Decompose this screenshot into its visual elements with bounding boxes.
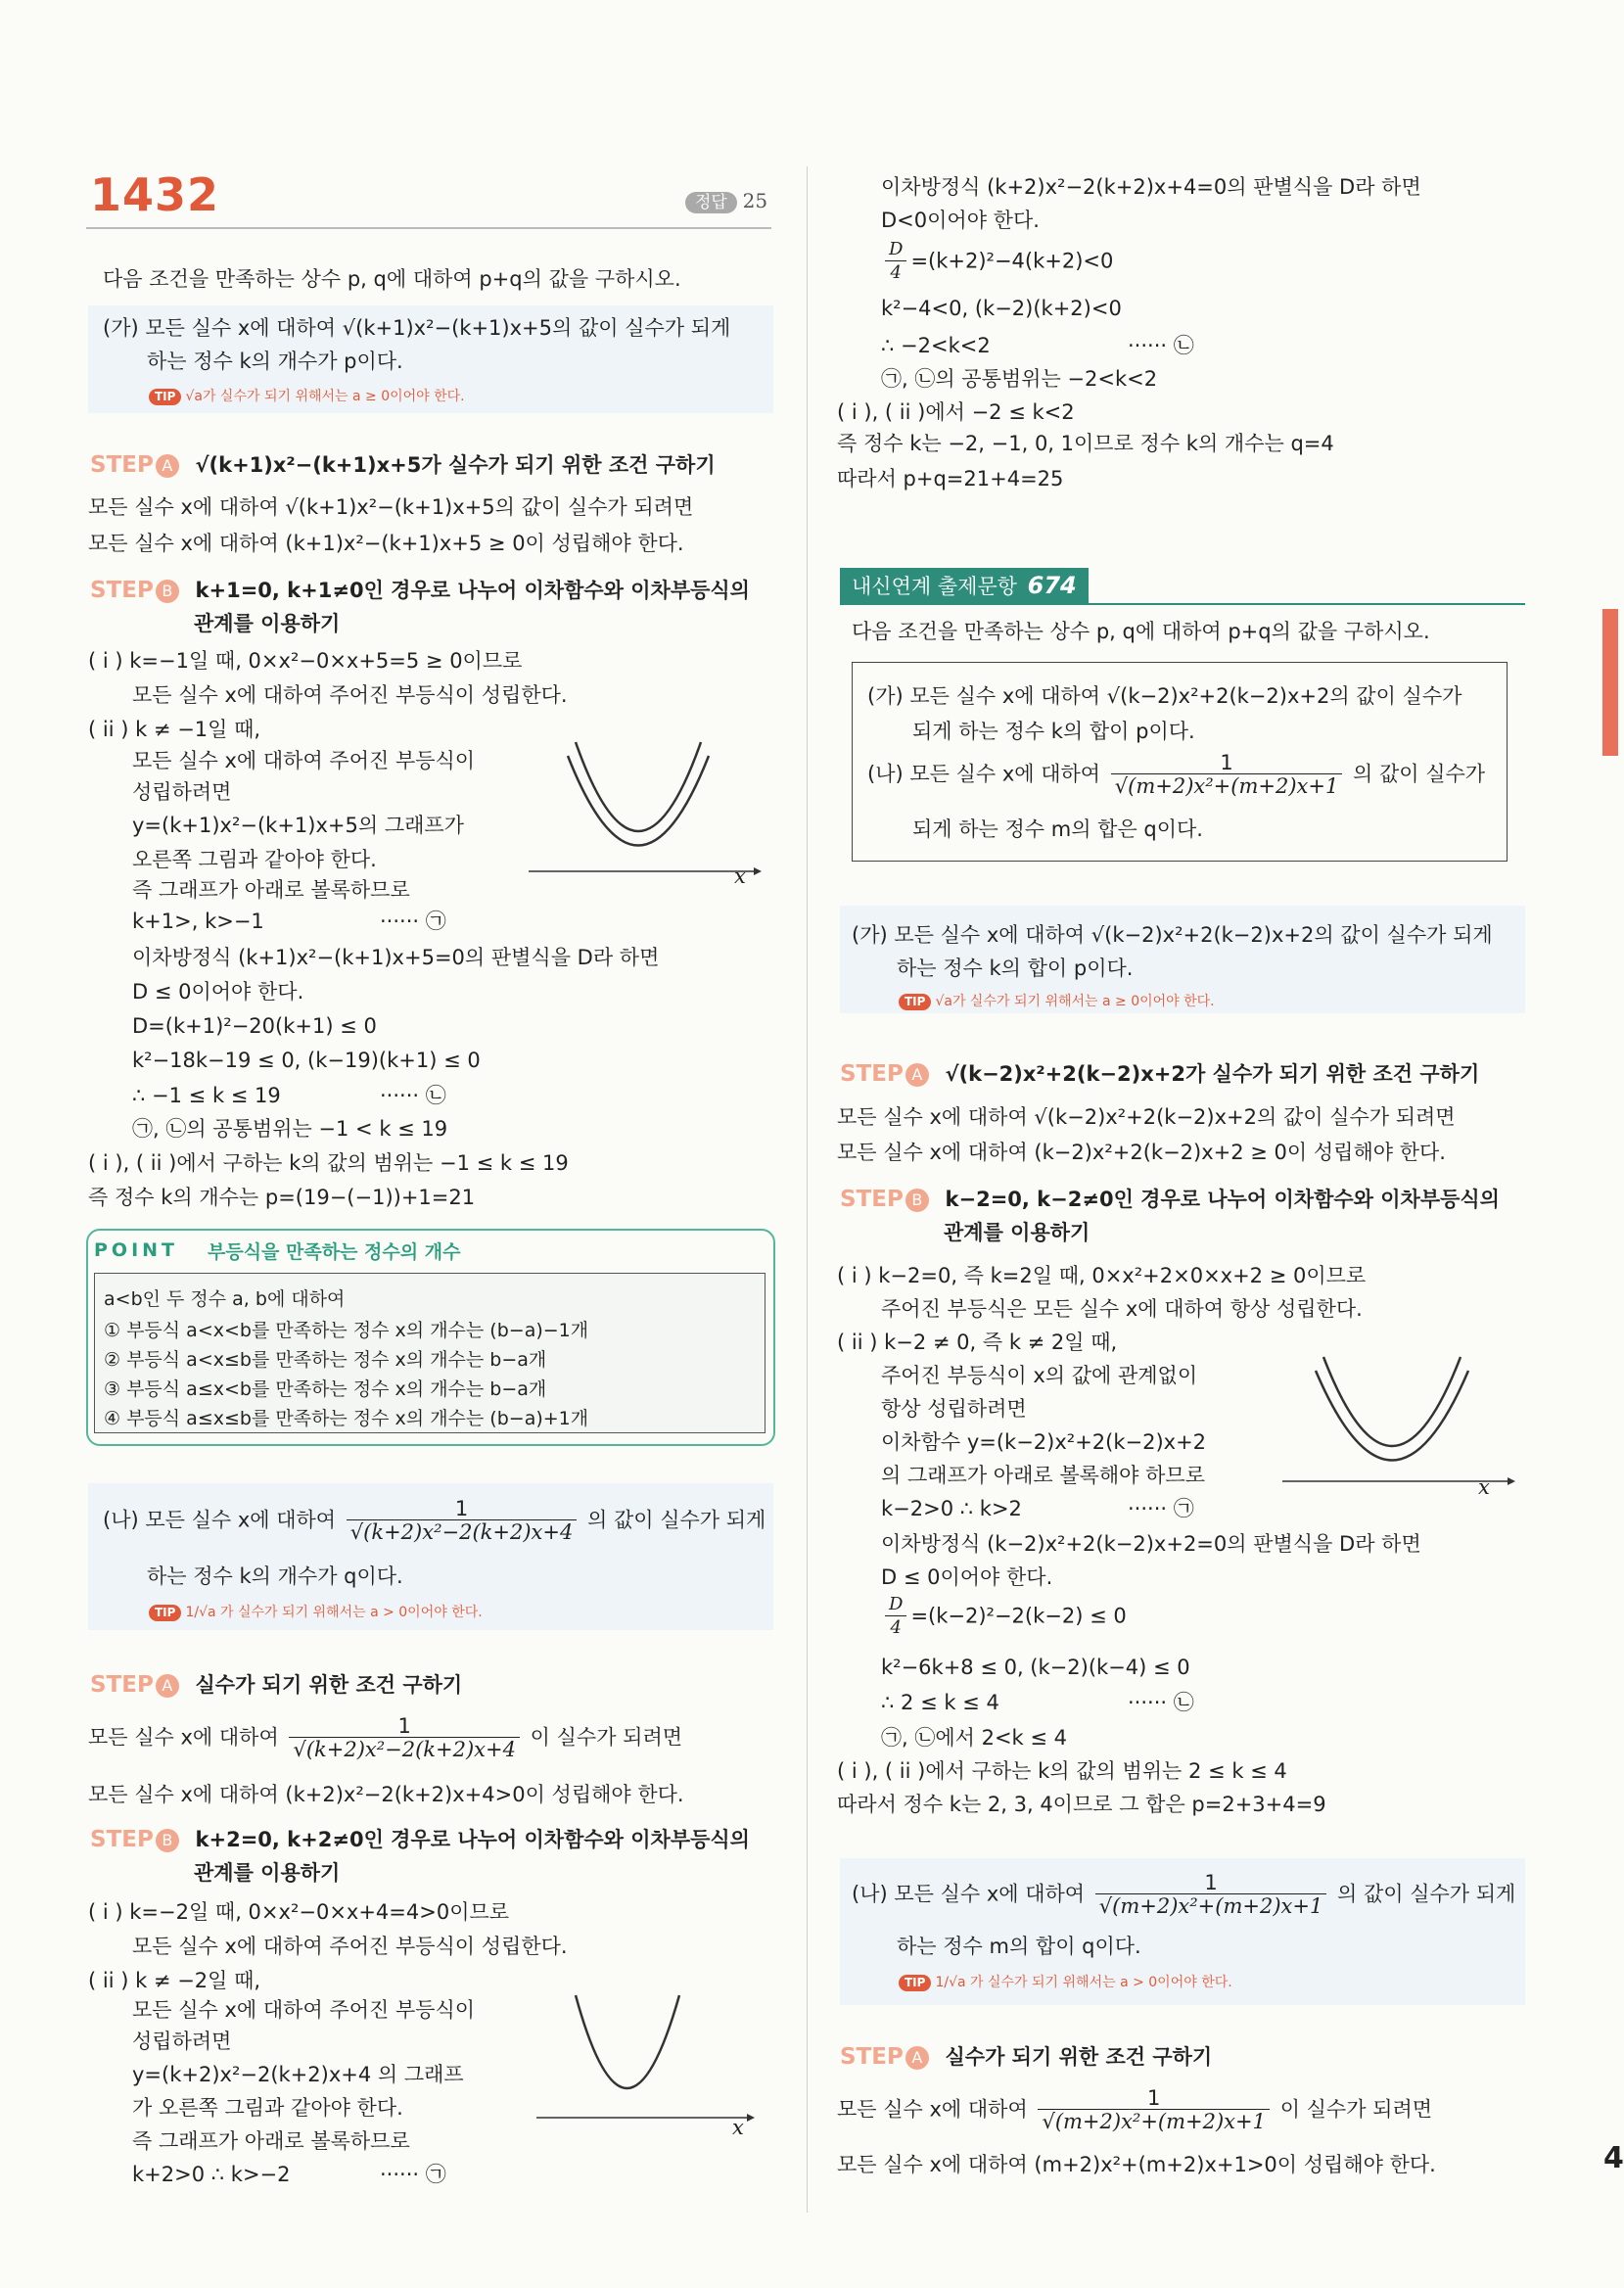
- step-letter: B: [905, 1189, 929, 1212]
- line-post: 이 실수가 되려면: [1279, 2097, 1433, 2122]
- step-mark: STEP: [90, 452, 154, 478]
- na-step-b-line: 성립하려면: [132, 2030, 232, 2053]
- step-b-line: ( i ), ( ii )에서 구하는 k의 값의 범위는 −1 ≤ k ≤ 19: [88, 1151, 569, 1175]
- condition-na-line1: [103, 1498, 766, 1544]
- step-b-line: 성립하려면: [132, 780, 232, 804]
- right-line: 이차방정식 (k+2)x²−2(k+2)x+4=0의 판별식을 D라 하면: [881, 175, 1421, 199]
- step-b-line: ㉠, ㉡의 공통범위는 −1 < k ≤ 19: [132, 1117, 448, 1141]
- r-step-b-line: ( ii ) k−2 ≠ 0, 즉 k ≠ 2일 때,: [837, 1331, 1118, 1354]
- na-step-b-title2: 관계를 이용하기: [194, 1861, 341, 1885]
- condition-line: [852, 1872, 1515, 1918]
- r-step-a-line: 모든 실수 x에 대하여 √(k−2)x²+2(k−2)x+2의 값이 실수가 되려면: [837, 1105, 1456, 1129]
- fraction: [885, 239, 906, 285]
- point-line: ① 부등식 a<x<b를 만족하는 정수 x의 개수는 (b−a)−1개: [104, 1320, 589, 1341]
- step-b-line: 즉 정수 k의 개수는 p=(19−(−1))+1=21: [88, 1186, 476, 1209]
- step-b-heading: [90, 578, 750, 603]
- right-line: 따라서 p+q=21+4=25: [837, 467, 1064, 490]
- equation-mark: ······ ㉡: [1128, 334, 1194, 357]
- na-step-b-line: y=(k+2)x²−2(k+2)x+4 의 그래프: [132, 2063, 464, 2086]
- box-line: [867, 752, 1485, 798]
- na-step-a-title: 실수가 되기 위한 조건 구하기: [195, 1673, 463, 1697]
- step-mark: STEP: [840, 2044, 904, 2070]
- r-step-b-line: ( i ), ( ii )에서 구하는 k의 값의 범위는 2 ≤ k ≤ 4: [837, 1759, 1287, 1783]
- right-line: ∴ −2<k<2: [881, 334, 991, 357]
- fraction-den: √(m+2)x²+(m+2)x+1: [1098, 1894, 1323, 1918]
- tip-ga: [149, 386, 465, 405]
- r-step-a-heading: [840, 1061, 1479, 1087]
- step-mark: STEP: [840, 1187, 904, 1212]
- line-pre: (나) 모든 실수 x에 대하여: [867, 762, 1101, 786]
- step-mark: STEP: [90, 1672, 154, 1698]
- fraction-num: 1: [289, 1715, 520, 1738]
- na-step-b-line: ( i ) k=−2일 때, 0×x²−0×x+4=4>0이므로: [88, 1900, 510, 1924]
- step-b-line: y=(k+1)x²−(k+1)x+5의 그래프가: [132, 814, 464, 837]
- step-letter: B: [156, 1829, 179, 1852]
- na-step-a-line2: 모든 실수 x에 대하여 (k+2)x²−2(k+2)x+4>0이 성립해야 한다.: [88, 1783, 684, 1806]
- step-b-line: ( ii ) k ≠ −1일 때,: [88, 718, 261, 741]
- rn-step-a-line: [837, 2087, 1432, 2133]
- right-line: ( i ), ( ii )에서 −2 ≤ k<2: [837, 400, 1075, 424]
- na-step-b-line: k+2>0 ∴ k>−2: [132, 2163, 291, 2186]
- step-b-line: k+1>, k>−1: [132, 910, 264, 933]
- condition-line: 하는 정수 m의 합이 q이다.: [897, 1935, 1141, 1958]
- step-a-line2: 모든 실수 x에 대하여 (k+1)x²−(k+1)x+5 ≥ 0이 성립해야 한다.: [88, 532, 684, 555]
- fraction: [347, 1498, 578, 1544]
- tab-rule: [840, 603, 1525, 605]
- r-step-b-line: k−2>0 ∴ k>2: [881, 1497, 1022, 1520]
- condition-line: (가) 모든 실수 x에 대하여 √(k−2)x²+2(k−2)x+2의 값이 실수가 되게: [852, 923, 1493, 947]
- fraction-den: √(m+2)x²+(m+2)x+1: [1042, 2110, 1266, 2133]
- page-number: 4: [1603, 2141, 1624, 2175]
- step-letter: B: [156, 580, 179, 603]
- r-step-a-title: √(k−2)x²+2(k−2)x+2가 실수가 되기 위한 조건 구하기: [945, 1062, 1480, 1086]
- tip-text: √a가 실수가 되기 위해서는 a ≥ 0이어야 한다.: [935, 994, 1215, 1009]
- step-b-line: 이차방정식 (k+1)x²−(k+1)x+5=0의 판별식을 D라 하면: [132, 946, 660, 969]
- column-divider: [807, 166, 808, 2213]
- rn-step-a-line: 모든 실수 x에 대하여 (m+2)x²+(m+2)x+1>0이 성립해야 한다.: [837, 2153, 1436, 2176]
- r-step-b-line: 항상 성립하려면: [881, 1397, 1027, 1421]
- r-step-b-line: 의 그래프가 아래로 볼록해야 하므로: [881, 1464, 1205, 1487]
- equation-mark: ······ ㉠: [1128, 1497, 1194, 1520]
- step-b-title2: 관계를 이용하기: [194, 612, 341, 635]
- fraction-den: 4: [890, 1617, 902, 1638]
- related-question: 다음 조건을 만족하는 상수 p, q에 대하여 p+q의 값을 구하시오.: [852, 620, 1430, 643]
- tip-badge: TIP: [899, 1975, 931, 1991]
- na-step-b-line: 모든 실수 x에 대하여 주어진 부등식이 성립한다.: [132, 1935, 568, 1958]
- graph-axis-label: x: [1478, 1475, 1490, 1499]
- step-a-heading: [90, 452, 716, 478]
- step-a-title: √(k+1)x²−(k+1)x+5가 실수가 되기 위한 조건 구하기: [195, 453, 716, 477]
- rn-step-a-title: 실수가 되기 위한 조건 구하기: [945, 2045, 1213, 2069]
- fraction-num: 1: [347, 1498, 578, 1520]
- condition-na-post: 의 값이 실수가 되게: [587, 1508, 766, 1532]
- answer-page: 25: [742, 189, 768, 212]
- point-line: ③ 부등식 a≤x<b를 만족하는 정수 x의 개수는 b−a개: [104, 1378, 547, 1400]
- right-line: [881, 239, 1113, 285]
- rn-step-a-heading: [840, 2044, 1212, 2070]
- fraction-num: 1: [1038, 2087, 1270, 2110]
- condition-na-pre: (나) 모든 실수 x에 대하여: [103, 1508, 337, 1532]
- related-problem-tab[interactable]: [840, 568, 1089, 603]
- fraction-den: √(k+2)x²−2(k+2)x+4: [293, 1738, 516, 1761]
- r-step-b-line: ㉠, ㉡에서 2<k ≤ 4: [881, 1726, 1068, 1750]
- right-line: D<0이어야 한다.: [881, 209, 1040, 232]
- right-eq: =(k+2)²−4(k+2)<0: [910, 249, 1114, 273]
- tip-badge: TIP: [899, 994, 931, 1010]
- r-step-b-line: D ≤ 0이어야 한다.: [881, 1565, 1053, 1589]
- fraction-den: √(m+2)x²+(m+2)x+1: [1114, 774, 1339, 798]
- equation-mark: ······ ㉠: [380, 910, 446, 933]
- step-letter: A: [905, 2046, 929, 2070]
- step-mark: STEP: [90, 1827, 154, 1852]
- equation-mark: ······ ㉠: [380, 2163, 446, 2186]
- step-a-line1: 모든 실수 x에 대하여 √(k+1)x²−(k+1)x+5의 값이 실수가 되려면: [88, 495, 694, 519]
- condition-line: 하는 정수 k의 합이 p이다.: [897, 957, 1134, 980]
- r-step-b-title: k−2=0, k−2≠0인 경우로 나누어 이차함수와 이차부등식의: [945, 1188, 1500, 1211]
- na-step-b-heading: [90, 1827, 750, 1852]
- answer-ref[interactable]: [685, 188, 767, 212]
- fraction-den: √(k+2)x²−2(k+2)x+4: [349, 1520, 574, 1544]
- line-pre: 모든 실수 x에 대하여: [88, 1725, 279, 1750]
- na-step-b-line: 모든 실수 x에 대하여 주어진 부등식이: [132, 1998, 476, 2022]
- line-post: 이 실수가 되려면: [530, 1725, 683, 1750]
- r-step-b-line: ∴ 2 ≤ k ≤ 4: [881, 1691, 999, 1714]
- tip-text: √a가 실수가 되기 위해서는 a ≥ 0이어야 한다.: [185, 389, 465, 404]
- step-b-title: k+1=0, k+1≠0인 경우로 나누어 이차함수와 이차부등식의: [195, 579, 750, 602]
- line-post: 의 값이 실수가 되게: [1337, 1882, 1516, 1906]
- r-step-b-heading: [840, 1187, 1500, 1212]
- question-text: 다음 조건을 만족하는 상수 p, q에 대하여 p+q의 값을 구하시오.: [103, 267, 681, 291]
- problem-number: 1432: [90, 168, 220, 221]
- right-line: 즉 정수 k는 −2, −1, 0, 1이므로 정수 k의 개수는 q=4: [837, 432, 1334, 455]
- box-line: 되게 하는 정수 k의 합이 p이다.: [912, 720, 1195, 743]
- tab-number: 674: [1027, 572, 1077, 599]
- line-pre: 모든 실수 x에 대하여: [837, 2097, 1028, 2122]
- equation-mark: ······ ㉡: [1128, 1691, 1194, 1714]
- r-step-b-line: 따라서 정수 k는 2, 3, 4이므로 그 합은 p=2+3+4=9: [837, 1793, 1326, 1816]
- na-step-a-heading: [90, 1672, 462, 1698]
- r-step-a-line: 모든 실수 x에 대하여 (k−2)x²+2(k−2)x+2 ≥ 0이 성립해야 한다.: [837, 1141, 1446, 1164]
- condition-ga-line1: (가) 모든 실수 x에 대하여 √(k+1)x²−(k+1)x+5의 값이 실수가 되게: [103, 316, 731, 340]
- r-step-b-line: 주어진 부등식이 x의 값에 관계없이: [881, 1364, 1198, 1387]
- tip-badge: TIP: [149, 1605, 181, 1621]
- right-eq: =(k−2)²−2(k−2) ≤ 0: [910, 1604, 1127, 1628]
- fraction: [885, 1594, 906, 1640]
- point-line: ② 부등식 a<x≤b를 만족하는 정수 x의 개수는 b−a개: [104, 1349, 547, 1371]
- na-step-b-title: k+2=0, k+2≠0인 경우로 나누어 이차함수와 이차부등식의: [195, 1828, 750, 1851]
- step-b-line: D=(k+1)²−20(k+1) ≤ 0: [132, 1014, 377, 1038]
- r-step-b-title2: 관계를 이용하기: [944, 1221, 1090, 1244]
- graph-axis-label: x: [732, 2116, 744, 2139]
- fraction-num: D: [885, 239, 906, 261]
- tip-na: [899, 1972, 1232, 1991]
- box-line: (가) 모든 실수 x에 대하여 √(k−2)x²+2(k−2)x+2의 값이 실수가: [867, 684, 1462, 708]
- fraction-num: 1: [1095, 1872, 1327, 1894]
- right-line: k²−4<0, (k−2)(k+2)<0: [881, 297, 1122, 320]
- tab-label: 내신연계 출제문항: [852, 575, 1017, 598]
- r-step-b-line: 주어진 부등식은 모든 실수 x에 대하여 항상 성립한다.: [881, 1297, 1363, 1321]
- fraction-den: 4: [890, 262, 902, 283]
- parabola-graph: [536, 1985, 762, 2132]
- point-title: POINT: [94, 1239, 179, 1261]
- tip-ga: [899, 991, 1215, 1010]
- r-step-b-line: [881, 1594, 1127, 1640]
- na-step-a-line1: [88, 1715, 682, 1761]
- step-b-line: D ≤ 0이어야 한다.: [132, 980, 304, 1004]
- fraction: [1095, 1872, 1327, 1918]
- tip-text: 1/√a 가 실수가 되기 위해서는 a > 0이어야 한다.: [185, 1605, 483, 1620]
- r-step-b-line: 이차함수 y=(k−2)x²+2(k−2)x+2: [881, 1430, 1207, 1454]
- fraction-num: D: [885, 1594, 906, 1616]
- line-pre: (나) 모든 실수 x에 대하여: [852, 1882, 1086, 1906]
- box-line: 되게 하는 정수 m의 합은 q이다.: [912, 817, 1203, 841]
- tip-badge: TIP: [149, 389, 181, 405]
- condition-ga-line2: 하는 정수 k의 개수가 p이다.: [147, 350, 403, 373]
- step-b-line: 모든 실수 x에 대하여 주어진 부등식이 성립한다.: [132, 683, 568, 707]
- step-letter: A: [905, 1063, 929, 1087]
- chapter-side-tab[interactable]: [1602, 609, 1618, 756]
- step-b-line: 즉 그래프가 아래로 볼록하므로: [132, 878, 410, 902]
- condition-na-line2: 하는 정수 k의 개수가 q이다.: [147, 1564, 403, 1588]
- tip-text: 1/√a 가 실수가 되기 위해서는 a > 0이어야 한다.: [935, 1975, 1232, 1990]
- step-b-line: k²−18k−19 ≤ 0, (k−19)(k+1) ≤ 0: [132, 1049, 481, 1072]
- point-subtitle: 부등식을 만족하는 정수의 개수: [208, 1241, 461, 1263]
- step-b-line: ∴ −1 ≤ k ≤ 19: [132, 1084, 281, 1107]
- step-letter: A: [156, 454, 179, 478]
- step-mark: STEP: [840, 1061, 904, 1087]
- step-b-line: 모든 실수 x에 대하여 주어진 부등식이: [132, 749, 476, 772]
- right-line: ㉠, ㉡의 공통범위는 −2<k<2: [881, 367, 1158, 391]
- na-step-b-line: ( ii ) k ≠ −2일 때,: [88, 1969, 261, 1992]
- na-step-b-line: 가 오른쪽 그림과 같아야 한다.: [132, 2096, 403, 2120]
- tip-na: [149, 1602, 483, 1621]
- equation-mark: ······ ㉡: [380, 1084, 446, 1107]
- line-post: 의 값이 실수가: [1353, 762, 1486, 786]
- r-step-b-line: ( i ) k−2=0, 즉 k=2일 때, 0×x²+2×0×x+2 ≥ 0이므로: [837, 1264, 1367, 1287]
- parabola-graph: [529, 734, 764, 891]
- step-b-line: 오른쪽 그림과 같아야 한다.: [132, 848, 377, 871]
- fraction: [289, 1715, 520, 1761]
- answer-badge: 정답: [685, 192, 737, 213]
- point-line: a<b인 두 정수 a, b에 대하여: [104, 1288, 346, 1310]
- step-mark: STEP: [90, 578, 154, 603]
- r-step-b-line: k²−6k+8 ≤ 0, (k−2)(k−4) ≤ 0: [881, 1656, 1190, 1679]
- graph-axis-label: x: [734, 864, 746, 888]
- na-step-b-line: 즉 그래프가 아래로 볼록하므로: [132, 2129, 410, 2153]
- step-b-line: ( i ) k=−1일 때, 0×x²−0×x+5=5 ≥ 0이므로: [88, 649, 523, 673]
- header-rule: [86, 227, 771, 229]
- step-letter: A: [156, 1674, 179, 1698]
- fraction: [1111, 752, 1343, 798]
- fraction-num: 1: [1111, 752, 1343, 774]
- r-step-b-line: 이차방정식 (k−2)x²+2(k−2)x+2=0의 판별식을 D라 하면: [881, 1532, 1421, 1556]
- point-line: ④ 부등식 a≤x≤b를 만족하는 정수 x의 개수는 (b−a)+1개: [104, 1408, 589, 1429]
- fraction: [1038, 2087, 1270, 2133]
